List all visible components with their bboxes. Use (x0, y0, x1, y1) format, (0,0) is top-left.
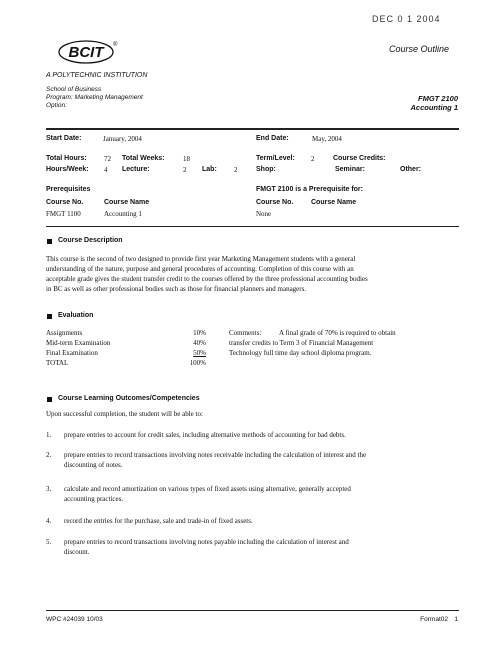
outcome-text: discounting of notes. (64, 461, 123, 469)
total-weeks-value: 18 (183, 155, 190, 163)
program-name: Program: Marketing Management (46, 94, 143, 101)
option-label: Option: (46, 102, 67, 109)
description-line: This course is the second of two designed to provide first year Marketing Management students with a general (46, 255, 356, 263)
lecture-label: Lecture: (122, 166, 150, 173)
description-line: understanding of the nature, purpose and general procedures of accounting. Completion of this course with an (46, 265, 354, 273)
svg-text:BCIT: BCIT (68, 44, 104, 61)
outcome-number: 3. (46, 485, 52, 493)
prereq-for-col-course-no: Course No. (256, 199, 294, 206)
comments-line: A final grade of 70% is required to obtain (279, 329, 396, 337)
lab-label: Lab: (202, 166, 217, 173)
prereq-course-no: FMGT 1100 (46, 210, 81, 218)
bullet-square-icon (47, 314, 52, 319)
evaluation-heading: Evaluation (58, 312, 94, 319)
prerequisites-heading: Prerequisites (46, 186, 91, 193)
outcome-text: prepare entries to record transactions involving notes receivable including the calculation of interest and the (64, 451, 367, 459)
term-level-label: Term/Level: (256, 155, 295, 162)
course-code: FMGT 2100 (417, 94, 458, 103)
eval-total: TOTAL (46, 359, 69, 367)
document-type: Course Outline (389, 44, 450, 54)
footer-rule (46, 610, 459, 611)
outcome-text: discount. (64, 548, 90, 556)
course-title: Accounting 1 (410, 103, 458, 112)
bullet-square-icon (47, 397, 52, 402)
course-credits-label: Course Credits: (333, 155, 386, 162)
prereq-for-heading: FMGT 2100 is a Prerequisite for: (256, 186, 363, 193)
outcome-number: 2. (46, 451, 52, 459)
outcome-number: 1. (46, 431, 52, 439)
eval-total-pct: 100% (189, 359, 206, 367)
outcome-text: calculate and record amortization on various types of fixed assets using alternative, generally accepted (64, 485, 351, 493)
received-stamp: DEC 0 1 2004 (372, 14, 441, 24)
prereq-course-name: Accounting 1 (104, 210, 142, 218)
hours-week-label: Hours/Week: (46, 166, 89, 173)
start-date-label: Start Date: (46, 135, 82, 142)
prereq-col-course-name: Course Name (104, 199, 150, 206)
school-name: School of Business (46, 86, 102, 93)
prereq-col-course-no: Course No. (46, 199, 84, 206)
header-rule (46, 128, 459, 130)
end-date-value: May, 2004 (312, 135, 342, 143)
bullet-square-icon (47, 239, 52, 244)
total-weeks-label: Total Weeks: (122, 155, 165, 162)
start-date-value: January, 2004 (103, 135, 142, 143)
description-line: acceptable grade gives the student transfer credit to the courses offered by the three professional accounting bodies (46, 275, 368, 283)
seminar-label: Seminar: (335, 166, 365, 173)
comments-line: transfer credits to Term 3 of Financial Management (229, 339, 374, 347)
comments-line: Technology full time day school diploma program. (229, 349, 372, 357)
hours-week-value: 4 (104, 166, 108, 174)
outcomes-intro: Upon successful completion, the student will be able to: (46, 410, 203, 418)
eval-item: Final Examination (46, 349, 98, 357)
comments-label: Comments: (229, 329, 262, 337)
prereq-for-col-course-name: Course Name (311, 199, 357, 206)
outcome-text: prepare entries to account for credit sales, including alternative methods of accounting for bad debts. (64, 431, 346, 439)
eval-pct: 10% (193, 329, 206, 337)
outcome-number: 4. (46, 517, 52, 525)
shop-label: Shop: (256, 166, 276, 173)
outcome-text: prepare entries to record transactions involving notes payable including the calculation of interest and (64, 538, 349, 546)
other-label: Other: (400, 166, 421, 173)
eval-item: Assignments (46, 329, 83, 337)
eval-pct: 50% (193, 349, 206, 357)
footer-reference: WPC #24039 10/03 (46, 616, 103, 623)
prereq-for-value: None (256, 210, 272, 218)
outcomes-heading: Course Learning Outcomes/Competencies (58, 395, 200, 402)
end-date-label: End Date: (256, 135, 289, 142)
lab-value: 2 (234, 166, 238, 174)
total-hours-value: 72 (104, 155, 111, 163)
eval-item: Mid-term Examination (46, 339, 111, 347)
outcome-number: 5. (46, 538, 52, 546)
lecture-value: 2 (183, 166, 187, 174)
term-level-value: 2 (311, 155, 315, 163)
section-rule (46, 226, 459, 227)
bcit-logo (56, 37, 118, 67)
institution-tagline: A POLYTECHNIC INSTITUTION (46, 72, 148, 79)
description-line: in BC as well as other professional bodies such as those for financial planners and managers. (46, 285, 307, 293)
eval-pct: 40% (193, 339, 206, 347)
outcome-text: record the entries for the purchase, sale and trade-in of fixed assets. (64, 517, 253, 525)
course-description-heading: Course Description (58, 237, 123, 244)
course-description-text (46, 254, 466, 294)
total-hours-label: Total Hours: (46, 155, 87, 162)
outcome-text: accounting practices. (64, 495, 124, 503)
svg-text:®: ® (113, 42, 118, 48)
footer-format: Format02 (420, 616, 448, 623)
page-number: 1 (454, 616, 458, 623)
